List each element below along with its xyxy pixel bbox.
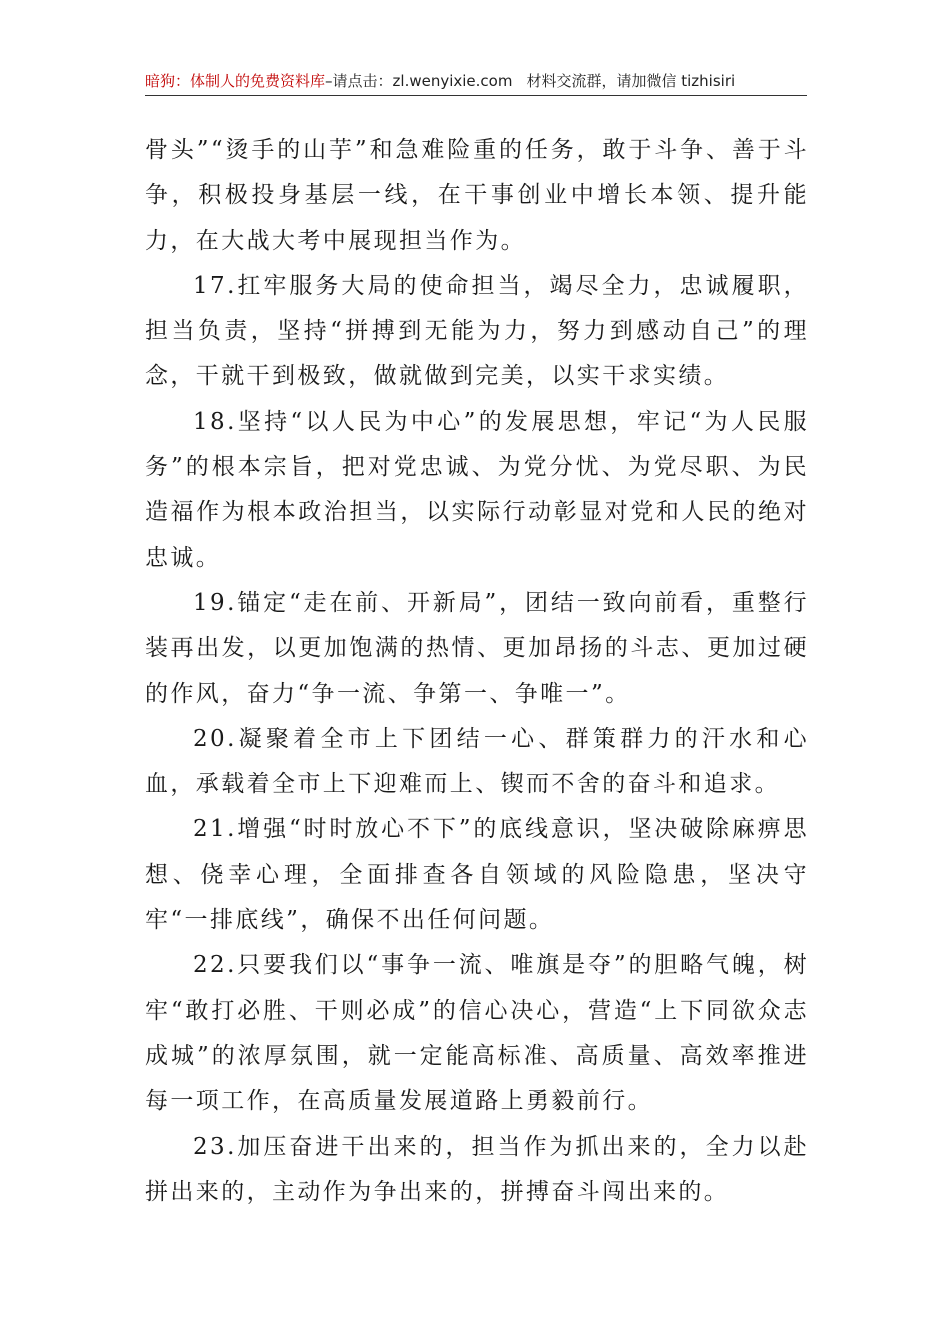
paragraph-19: 19.锚定“走在前、开新局”，团结一致向前看，重整行装再出发，以更加饱满的热情、更加昂扬的斗志、更加过硬的作风，奋力“争一流、争第一、争唯一”。 [145, 589, 809, 707]
paragraph-23: 23.加压奋进干出来的，担当作为抓出来的，全力以赴拼出来的，主动作为争出来的，拼搏奋斗闯出来的。 [145, 1133, 809, 1205]
paragraph-continued: 骨头”“烫手的山芋”和急难险重的任务，敢于斗争、善于斗争，积极投身基层一线，在干事创业中增长本领、提升能力，在大战大考中展现担当作为。 [145, 137, 809, 254]
paragraph-18: 18.坚持“以人民为中心”的发展思想，牢记“为人民服务”的根本宗旨，把对党忠诚、为党分忧、为党尽职、为民造福作为根本政治担当，以实际行动彰显对党和人民的绝对忠诚。 [145, 408, 809, 571]
page-header [145, 68, 807, 94]
paragraph-21: 21.增强“时时放心不下”的底线意识，坚决破除麻痹思想、侥幸心理，全面排查各自领域的风险隐患，坚决守牢“一排底线”，确保不出任何问题。 [145, 816, 809, 934]
header-click-prompt: –请点击： [325, 72, 393, 90]
document-body [145, 128, 809, 1215]
header-site-name: 暗狗：体制人的免费资料库 [145, 72, 326, 90]
paragraph-20: 20.凝聚着全市上下团结一心、群策群力的汗水和心血，承载着全市上下迎难而上、锲而不舍的奋斗和追求。 [145, 725, 809, 798]
header-url-link[interactable]: zl.wenyixie.com [392, 72, 513, 90]
header-wechat-note: 材料交流群，请加微信 tizhisiri [526, 72, 736, 90]
header-divider [145, 95, 807, 96]
paragraph-17: 17.扛牢服务大局的使命担当，竭尽全力，忠诚履职，担当负责，坚持“拼搏到无能为力，努力到感动自己”的理念，干就干到极致，做就做到完美，以实干求实绩。 [145, 272, 809, 390]
paragraph-22: 22.只要我们以“事争一流、唯旗是夺”的胆略气魄，树牢“敢打必胜、干则必成”的信心决心，营造“上下同欲众志成城”的浓厚氛围，就一定能高标准、高质量、高效率推进每一项工作，在高质量发展道路上勇毅前行。 [145, 952, 809, 1115]
